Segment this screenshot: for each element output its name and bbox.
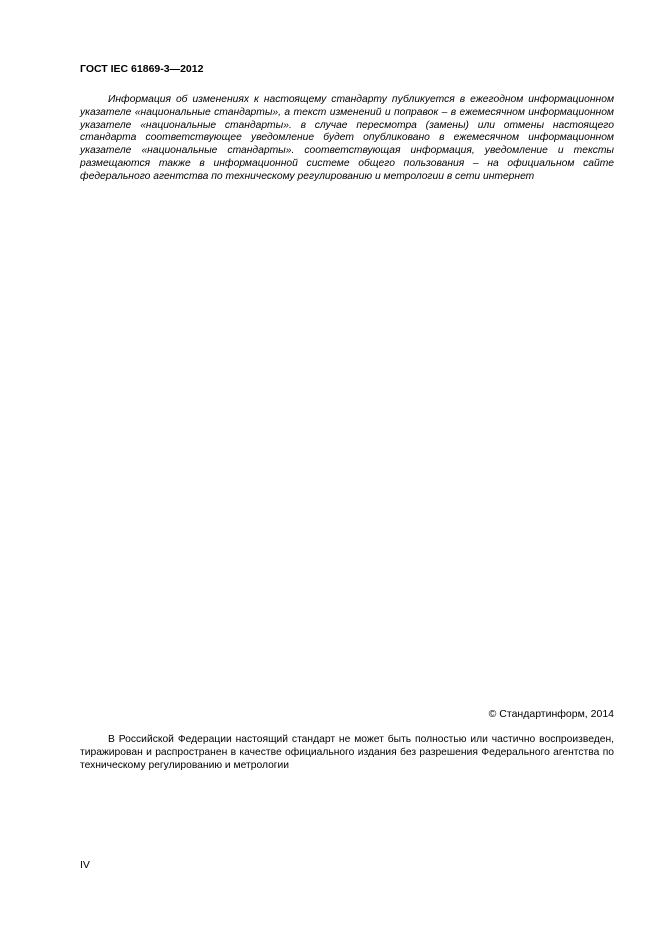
page-number: IV (80, 859, 90, 871)
legal-notice-paragraph: В Российской Федерации настоящий стандарт не может быть полностью или частично воспроизведен, тиражирован и распространен в качестве официального издания без разрешения Федерального агентства по техническому регулированию и метрологии (80, 734, 614, 771)
copyright-notice: © Стандартинформ, 2014 (488, 708, 614, 720)
change-info-paragraph: Информация об изменениях к настоящему стандарту публикуется в ежегодном информационном указателе «национальные стандарты», а текст изменений и поправок – в ежемесячном информационном указателе «национальные стандарты». в случае пересмотра (замены) или отмены настоящего стандарта соответствующее уведомление будет опубликовано в ежемесячном информационном указателе «национальные стандарты». соответствующая информация, уведомление и тексты размещаются также в информационной системе общего пользования – на официальном сайте федерального агентства по техническому регулированию и метрологии в сети интернет (80, 94, 614, 182)
standard-header: ГОСТ IEC 61869-3—2012 (80, 63, 204, 75)
